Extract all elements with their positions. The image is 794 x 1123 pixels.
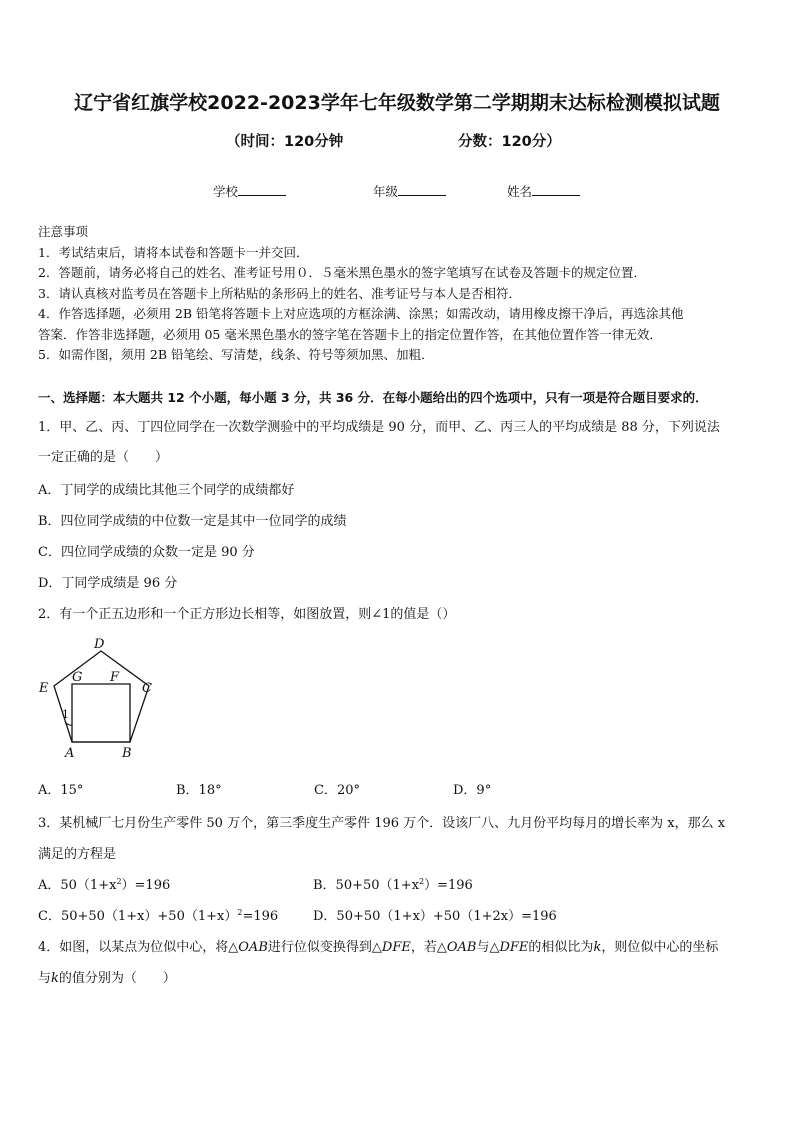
q4-stem-line1: 4．如图，以某点为位似中心，将△OAB进行位似变换得到△DFE，若△OAB与△DFE的相似比为k，则位似中心的坐标 (38, 940, 719, 955)
pentagon-square-figure (34, 636, 164, 766)
label-1: 1 (62, 708, 69, 721)
q2-option-c: C．20° (314, 783, 360, 798)
q3-stem-line1: 3．某机械厂七月份生产零件 50 万个，第三季度生产零件 196 万个．设该厂八、九月份平均每月的增长率为 x，那么 x (38, 816, 726, 831)
q1-option-b: B．四位同学成绩的中位数一定是其中一位同学的成绩 (38, 514, 347, 529)
q2-option-a: A．15° (38, 783, 84, 798)
exam-time: （时间：120分钟 (226, 134, 344, 150)
q2-option-d: D．9° (453, 783, 492, 798)
school-blank (238, 183, 286, 196)
grade-blank (398, 183, 446, 196)
q2-option-b: B．18° (176, 783, 222, 798)
label-a: A (65, 746, 75, 761)
notice-item: 2．答题前，请务必将自己的姓名、准考证号用０．５毫米黑色墨水的签字笔填写在试卷及答题卡的规定位置． (38, 265, 646, 280)
notice-title: 注意事项 (38, 224, 89, 239)
school-label: 学校 (213, 184, 239, 199)
q1-stem-line1: 1．甲、乙、丙、丁四位同学在一次数学测验中的平均成绩是 90 分，而甲、乙、丙三人的平均成绩是 88 分，下列说法 (38, 420, 720, 435)
notice-item: 答案．作答非选择题，必须用 05 毫米黑色墨水的签字笔在答题卡上的指定位置作答，在其他位置作答一律无效． (38, 326, 662, 342)
name-field (507, 182, 580, 200)
notice-item: 1．考试结束后，请将本试卷和答题卡一并交回． (38, 244, 309, 260)
label-c: C (142, 681, 152, 696)
q1-stem-line2: 一定正确的是（ ） (38, 450, 169, 465)
notice-item: 4．作答选择题，必须用 2B 铅笔将答题卡上对应选项的方框涂满、涂黑；如需改动，请用橡皮擦干净后，再选涂其他 (38, 306, 684, 321)
label-d: D (94, 637, 105, 652)
school-field (213, 182, 286, 200)
q2-stem: 2．有一个正五边形和一个正方形边长相等，如图放置，则∠1的值是（） (38, 607, 456, 622)
q3-option-b: B．$50+50(1+x^2)=196$ (313, 877, 473, 893)
name-label: 姓名 (507, 184, 533, 199)
q1-option-a: A．丁同学的成绩比其他三个同学的成绩都好 (38, 483, 295, 498)
label-f: F (110, 670, 120, 685)
section-heading: 一、选择题：本大题共 12 个小题，每小题 3 分，共 36 分．在每小题给出的四个选项中，只有一项是符合题目要求的． (38, 390, 708, 405)
q3-option-a: A．$50(1+x^2)=196$ (38, 877, 171, 893)
label-e: E (39, 681, 49, 696)
notice-item: 3．请认真核对监考员在答题卡上所粘贴的条形码上的姓名、准考证号与本人是否相符． (38, 285, 521, 301)
square-shape (72, 684, 130, 742)
notice-block (38, 222, 684, 366)
exam-title: 辽宁省红旗学校2022-2023学年七年级数学第二学期期末达标检测模拟试题 (74, 92, 720, 114)
q1-option-c: C．四位同学成绩的众数一定是 90 分 (38, 545, 255, 560)
exam-score: 分数：120分） (458, 134, 561, 150)
q3-option-c: C．$50+50(1+x)+50(1+x)^2=196$ (38, 908, 279, 924)
q3-stem-line2: 满足的方程是 (38, 847, 117, 862)
label-b: B (122, 746, 132, 761)
grade-label: 年级 (373, 184, 399, 199)
q3-option-d: D．50+50（1+x）+50（1+2x）=196 (313, 909, 557, 924)
pentagon-shape (54, 651, 149, 742)
q4-stem-line2: 与k的值分别为（ ） (38, 971, 176, 986)
label-g: G (72, 670, 83, 685)
q1-option-d: D．丁同学成绩是 96 分 (38, 576, 178, 591)
notice-item: 5．如需作图，须用 2B 铅笔绘、写清楚，线条、符号等须加黑、加粗． (38, 347, 434, 362)
grade-field (373, 182, 446, 200)
name-blank (532, 183, 580, 196)
